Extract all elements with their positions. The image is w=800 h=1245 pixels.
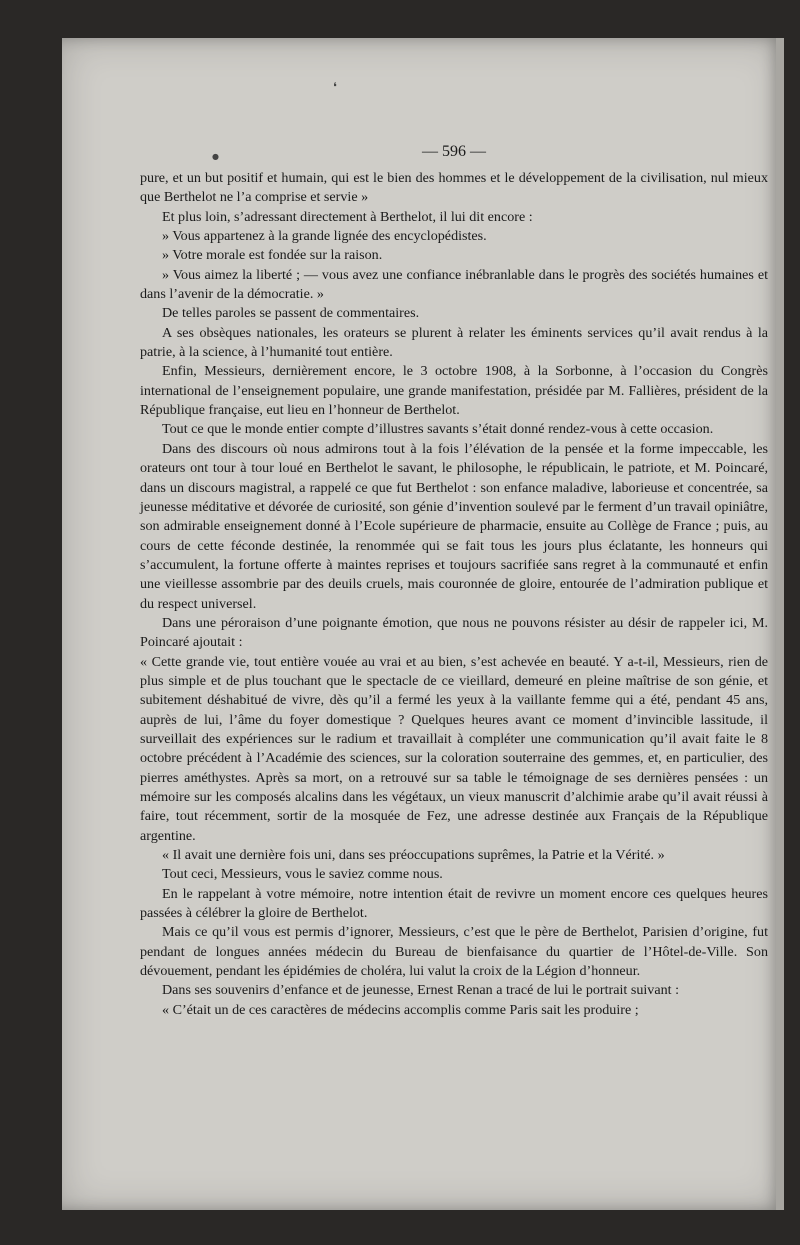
paragraph: » Votre morale est fondée sur la raison. [162, 247, 383, 264]
paragraph: Dans des discours où nous admirons tout à la fois l’élévation de la pensée et la forme impeccable, les orateurs ont tour à tour loué en Berthelot le savant, le philosophe, le républicain, le patriote, et M. Poincaré, dans un discours magistral, a rappelé ce que fut Berthelot : son enfance maladive, laborieuse et concentrée, sa jeunesse méditative et dévorée de curiosité, son génie d’invention soulevé par le ferment d’un travail opiniâtre, son admirable enseignement donné à l’Ecole supérieure de pharmacie, ensuite au Collège de France ; puis, au cours de cette féconde destinée, la renommée qui se fait tous les jours plus éclatante, les honneurs qui s’accumulent, la fortune offerte à maintes reprises et toujours sacrifiée sans regret à la communauté et enfin une vieillesse assombrie par des deuils cruels, mais couronnée de gloire, entourée de l’admiration publique et du respect universel. [140, 440, 768, 612]
quote-paragraph: « Cette grande vie, tout entière vouée au vrai et au bien, s’est achevée en beauté. Y a-t-il, Messieurs, rien de plus simple et de plus touchant que le spectacle de ce vieillard, demeuré en pleine maîtrise de son génie, et subitement déshabitué de vivre, dès qu’il a fermé les yeux à la vaillante femme qui a été, pendant 45 ans, auprès de lui, l’âme du foyer domestique ? Quelques heures avant ce moment d’invincible lassitude, il surveillait des expériences sur le radium et travaillait à compléter une communication qu’il avait faite le 8 octobre précédent à l’Académie des sciences, sur la coloration souterraine des gemmes, et, en particulier, des pierres améthystes. Après sa mort, on a retrouvé sur sa table le témoignage de ses dernières pensées : un mémoire sur les composés alcalins dans les végétaux, un vieux manuscrit d’alchimie arabe qu’il avait réussi à faire, tout récemment, sortir de la mosquée de Fez, une adresse destinée aux Français de la République argentine. [140, 653, 768, 844]
paragraph: En le rappelant à votre mémoire, notre intention était de revivre un moment encore ces quelques heures passées à célébrer la gloire de Berthelot. [140, 885, 768, 922]
ink-dot: ● [212, 152, 219, 161]
paragraph: Et plus loin, s’adressant directement à Berthelot, il lui dit encore : [162, 208, 533, 225]
paragraph: A ses obsèques nationales, les orateurs se plurent à relater les éminents services qu’il avait rendus à la patrie, à la science, à l’humanité tout entière. [140, 324, 768, 361]
page-edge [776, 38, 784, 1210]
paragraph: Mais ce qu’il vous est permis d’ignorer, Messieurs, c’est que le père de Berthelot, Parisien d’origine, fut pendant de longues années médecin du Bureau de bienfaisance du quartier de l’Hôtel-de-Ville. Son dévouement, pendant les épidémies de choléra, lui valut la croix de la Légion d’honneur. [140, 924, 768, 980]
paragraph: » Vous appartenez à la grande lignée des encyclopédistes. [162, 228, 487, 245]
paragraph: Tout ceci, Messieurs, vous le saviez comme nous. [162, 866, 443, 883]
paragraph: Enfin, Messieurs, dernièrement encore, le 3 octobre 1908, à la Sorbonne, à l’occasion du Congrès international de l’enseignement populaire, une grande manifestation, présidée par M. Fallières, président de la République française, eut lieu en l’honneur de Berthelot. [140, 363, 768, 419]
paragraph: » Vous aimez la liberté ; — vous avez une confiance inébranlable dans le progrès des sociétés humaines et dans l’avenir de la démocratie. » [140, 266, 768, 303]
paragraph: Dans ses souvenirs d’enfance et de jeunesse, Ernest Renan a tracé de lui le portrait suivant : [162, 982, 679, 999]
paragraph: De telles paroles se passent de commentaires. [162, 305, 420, 322]
quote-paragraph: « C’était un de ces caractères de médecins accomplis comme Paris sait les produire ; [162, 1001, 639, 1018]
quote-paragraph: « Il avait une dernière fois uni, dans ses préoccupations suprêmes, la Patrie et la Vérité. » [162, 847, 665, 864]
page-number: — 596 — [422, 143, 486, 160]
ink-speck: ❛ [333, 80, 337, 94]
paragraph: Tout ce que le monde entier compte d’illustres savants s’était donné rendez-vous à cette occasion. [162, 421, 714, 438]
paragraph: pure, et un but positif et humain, qui est le bien des hommes et le développement de la civilisation, nul mieux que Berthelot ne l’a comprise et servie » [140, 170, 768, 206]
page-text [140, 141, 768, 1020]
paragraph: Dans une péroraison d’une poignante émotion, que nous ne pouvons résister au désir de rappeler ici, M. Poincaré ajoutait : [140, 614, 768, 651]
